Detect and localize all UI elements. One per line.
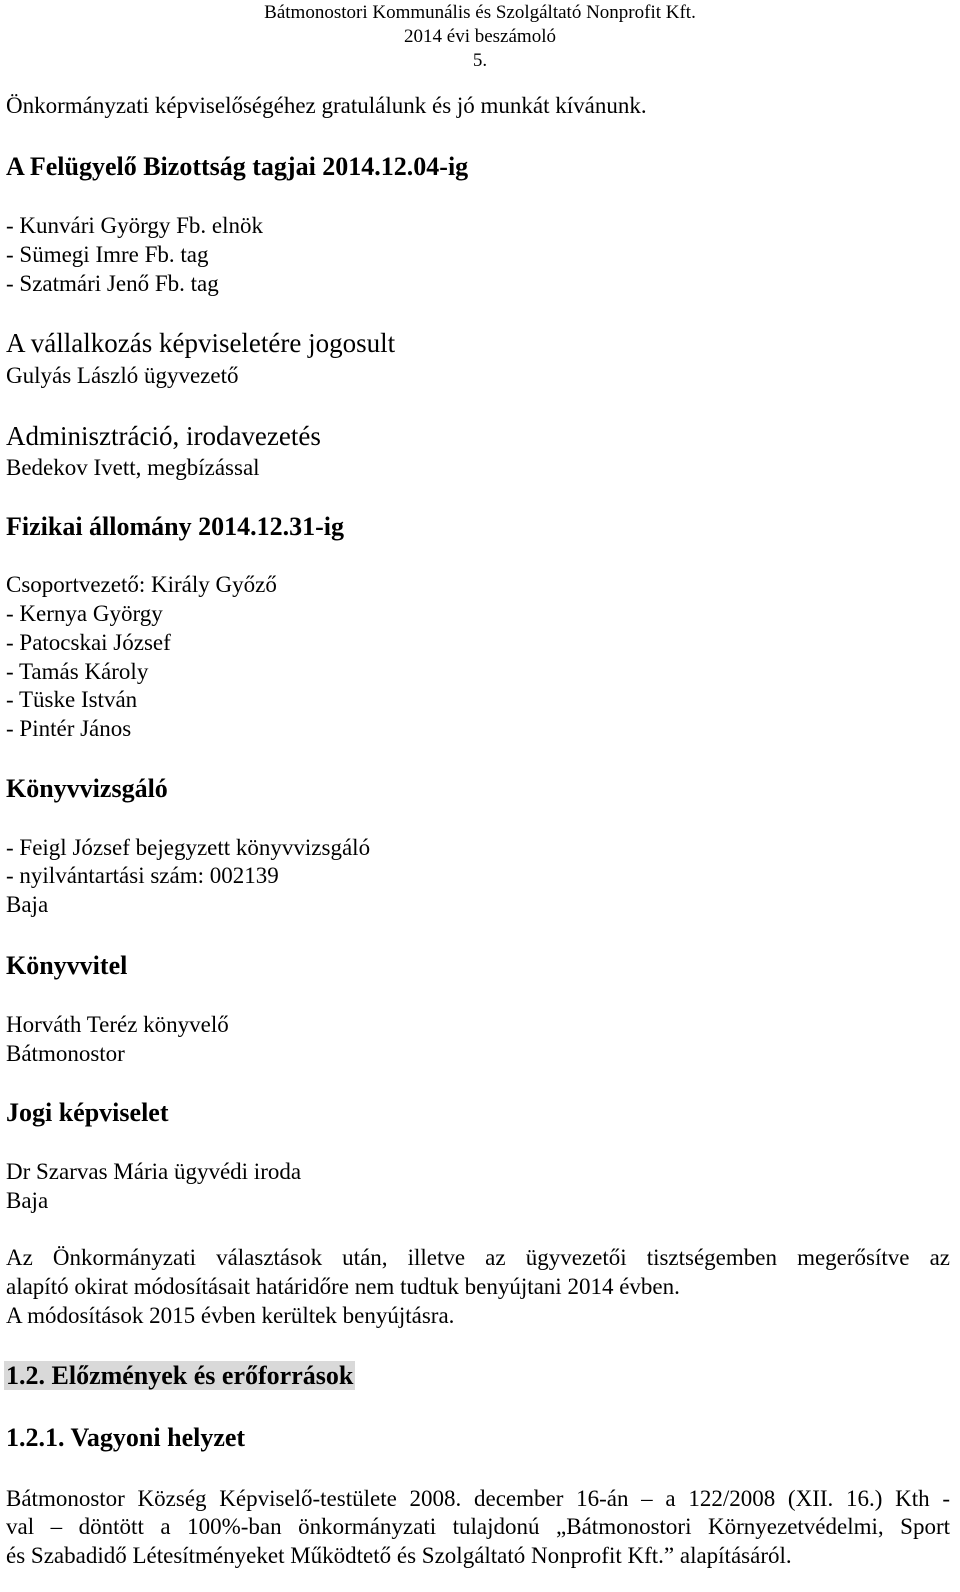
paragraph-line: A módosítások 2015 évben kerültek benyújtásra.	[6, 1303, 455, 1328]
physical-staff-leader: Csoportvezető: Király Győző	[6, 572, 277, 597]
physical-staff-member: - Pintér János	[6, 716, 132, 741]
physical-staff-member: - Tamás Károly	[6, 659, 149, 684]
paragraph-line: Az Önkormányzati választások után, illetve az ügyvezetői tisztségemben megerősítve az	[6, 1245, 950, 1270]
physical-staff-member: - Patocskai József	[6, 630, 171, 655]
physical-staff-heading: Fizikai állomány 2014.12.31-ig	[6, 512, 344, 541]
bookkeeping-line: Horváth Teréz könyvelő	[6, 1012, 229, 1037]
supervisory-member: - Szatmári Jenő Fb. tag	[6, 271, 219, 296]
legal-heading: Jogi képviselet	[6, 1098, 169, 1127]
supervisory-heading: A Felügyelő Bizottság tagjai 2014.12.04-ig	[6, 152, 469, 181]
section-heading-1-2	[4, 1361, 355, 1391]
header-report: 2014 évi beszámoló	[404, 26, 556, 47]
bookkeeping-heading: Könyvvitel	[6, 951, 128, 980]
auditor-line: Baja	[6, 892, 49, 917]
header-company: Bátmonostori Kommunális és Szolgáltató Nonprofit Kft.	[264, 2, 696, 23]
auditor-line: - Feigl József bejegyzett könyvvizsgáló	[6, 835, 371, 860]
representation-heading: A vállalkozás képviseletére jogosult	[6, 328, 396, 358]
section-heading-1-2-1: 1.2.1. Vagyoni helyzet	[6, 1423, 246, 1452]
representation-person: Gulyás László ügyvezető	[6, 363, 239, 388]
page-number: 5.	[472, 50, 488, 71]
administration-person: Bedekov Ivett, megbízással	[6, 455, 260, 480]
administration-heading: Adminisztráció, irodavezetés	[6, 421, 321, 451]
intro-text: Önkormányzati képviselőségéhez gratulálunk és jó munkát kívánunk.	[6, 93, 647, 118]
bookkeeping-line: Bátmonostor	[6, 1041, 125, 1066]
physical-staff-member: - Kernya György	[6, 601, 163, 626]
paragraph-line: Bátmonostor Község Képviselő-testülete 2008. december 16-án – a 122/2008 (XII. 16.) Kth -	[6, 1486, 950, 1511]
legal-line: Dr Szarvas Mária ügyvédi iroda	[6, 1159, 302, 1184]
auditor-heading: Könyvvizsgáló	[6, 774, 168, 803]
legal-line: Baja	[6, 1188, 49, 1213]
auditor-line: - nyilvántartási szám: 002139	[6, 863, 279, 888]
section-heading-highlight: 1.2. Előzmények és erőforrások	[6, 1361, 354, 1390]
paragraph-line: val – döntött a 100%-ban önkormányzati tulajdonú „Bátmonostori Környezetvédelmi, Sport	[6, 1514, 950, 1539]
supervisory-member: - Sümegi Imre Fb. tag	[6, 242, 209, 267]
paragraph-line: alapító okirat módosításait határidőre nem tudtuk benyújtani 2014 évben.	[6, 1274, 680, 1299]
physical-staff-member: - Tüske István	[6, 687, 138, 712]
paragraph-line: és Szabadidő Létesítményeket Működtető és Szolgáltató Nonprofit Kft.” alapításáról.	[6, 1543, 792, 1568]
supervisory-member: - Kunvári György Fb. elnök	[6, 213, 264, 238]
